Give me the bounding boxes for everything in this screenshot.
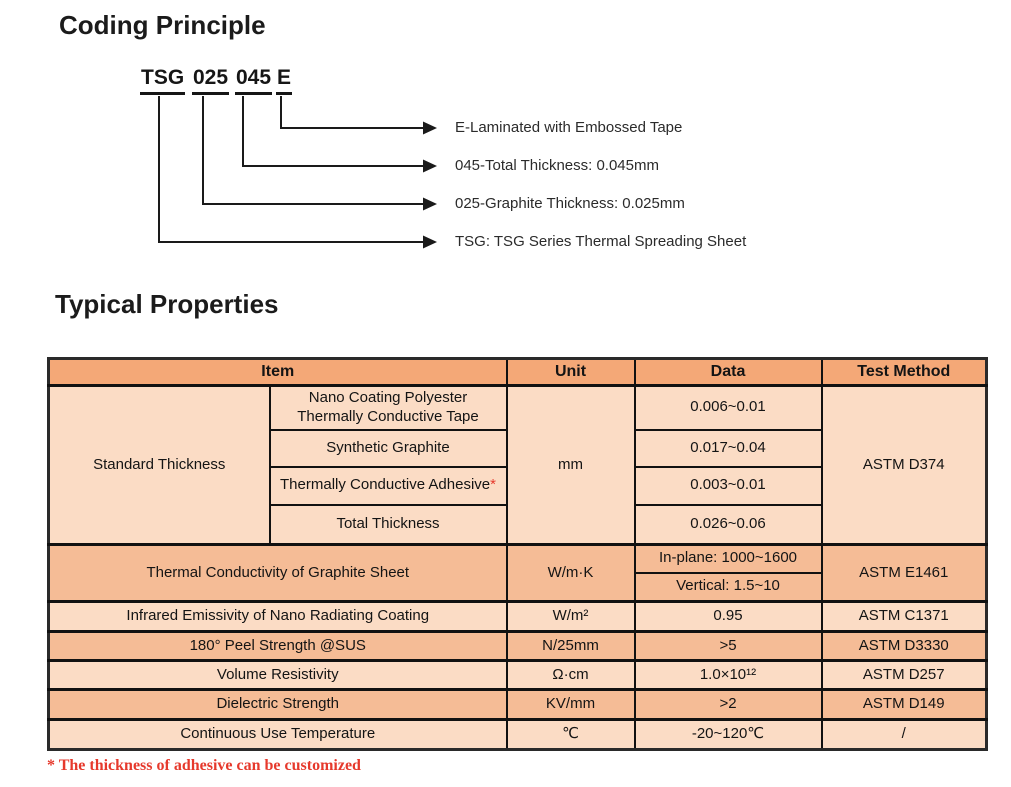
table-row bbox=[49, 602, 987, 632]
cell-unit: KV/mm bbox=[507, 690, 635, 720]
cell-item-adhesive bbox=[270, 467, 507, 505]
cell-item-total-thickness: Total Thickness bbox=[270, 505, 507, 545]
cell-item-volume-resistivity: Volume Resistivity bbox=[49, 661, 507, 690]
arrow-right-icon bbox=[423, 198, 437, 211]
code-part-e: E bbox=[276, 66, 292, 95]
cell-data: >5 bbox=[635, 632, 822, 661]
table-row bbox=[49, 545, 987, 573]
cell-data-vertical: Vertical: 1.5~10 bbox=[635, 573, 822, 602]
cell-unit: W/m² bbox=[507, 602, 635, 632]
code-label-025: 025-Graphite Thickness: 0.025mm bbox=[455, 195, 685, 212]
cell-item-infrared-emissivity: Infrared Emissivity of Nano Radiating Coating bbox=[49, 602, 507, 632]
cell-group-standard-thickness: Standard Thickness bbox=[49, 386, 270, 545]
cell-data: -20~120℃ bbox=[635, 720, 822, 750]
cell-test-method: / bbox=[822, 720, 987, 750]
table-row bbox=[49, 632, 987, 661]
header-unit: Unit bbox=[507, 359, 635, 386]
cell-test-method: ASTM D257 bbox=[822, 661, 987, 690]
cell-data: 1.0×10¹² bbox=[635, 661, 822, 690]
cell-test-method: ASTM C1371 bbox=[822, 602, 987, 632]
cell-test-method: ASTM D3330 bbox=[822, 632, 987, 661]
cell-unit: Ω·cm bbox=[507, 661, 635, 690]
cell-line1: Nano Coating Polyester bbox=[308, 389, 468, 406]
code-part-tsg: TSG bbox=[140, 66, 185, 95]
coding-diagram-connectors bbox=[0, 0, 460, 270]
typical-properties-title: Typical Properties bbox=[55, 289, 279, 319]
cell-line2: Thermally Conductive Tape bbox=[297, 407, 479, 425]
cell-item-peel-strength: 180° Peel Strength @SUS bbox=[49, 632, 507, 661]
table-row bbox=[49, 690, 987, 720]
arrow-right-icon bbox=[423, 122, 437, 135]
code-label-tsg: TSG: TSG Series Thermal Spreading Sheet bbox=[455, 233, 747, 250]
header-test-method: Test Method bbox=[822, 359, 987, 386]
table-row bbox=[49, 386, 987, 430]
header-data: Data bbox=[635, 359, 822, 386]
cell-unit: W/m·K bbox=[507, 545, 635, 602]
cell-item-dielectric-strength: Dielectric Strength bbox=[49, 690, 507, 720]
adhesive-asterisk: * bbox=[490, 476, 496, 494]
code-label-045: 045-Total Thickness: 0.045mm bbox=[455, 157, 659, 174]
cell-data: 0.003~0.01 bbox=[635, 467, 822, 505]
cell-data: 0.026~0.06 bbox=[635, 505, 822, 545]
cell-item-synthetic-graphite: Synthetic Graphite bbox=[270, 430, 507, 467]
coding-principle-title: Coding Principle bbox=[59, 10, 266, 40]
table-row bbox=[49, 720, 987, 750]
typical-properties-table bbox=[47, 357, 988, 751]
code-part-045: 045 bbox=[235, 66, 272, 95]
cell-data: 0.95 bbox=[635, 602, 822, 632]
header-item: Item bbox=[49, 359, 507, 386]
cell-test-method: ASTM E1461 bbox=[822, 545, 987, 602]
code-label-e: E-Laminated with Embossed Tape bbox=[455, 119, 683, 136]
adhesive-label: Thermally Conductive Adhesive bbox=[280, 476, 491, 494]
table-row bbox=[49, 661, 987, 690]
cell-data: 0.006~0.01 bbox=[635, 386, 822, 430]
cell-item-nano-coating bbox=[270, 386, 507, 430]
cell-test-method: ASTM D374 bbox=[822, 386, 987, 545]
cell-data: >2 bbox=[635, 690, 822, 720]
cell-item-continuous-use-temperature: Continuous Use Temperature bbox=[49, 720, 507, 750]
cell-test-method: ASTM D149 bbox=[822, 690, 987, 720]
arrow-right-icon bbox=[423, 236, 437, 249]
cell-data: 0.017~0.04 bbox=[635, 430, 822, 467]
code-part-025: 025 bbox=[192, 66, 229, 95]
cell-data-in-plane: In-plane: 1000~1600 bbox=[635, 545, 822, 573]
cell-item-thermal-conductivity: Thermal Conductivity of Graphite Sheet bbox=[49, 545, 507, 602]
cell-unit-mm: mm bbox=[507, 386, 635, 545]
adhesive-footnote: * The thickness of adhesive can be customized bbox=[47, 757, 361, 774]
arrow-right-icon bbox=[423, 160, 437, 173]
cell-unit: N/25mm bbox=[507, 632, 635, 661]
cell-unit: ℃ bbox=[507, 720, 635, 750]
table-header-row bbox=[49, 359, 987, 386]
